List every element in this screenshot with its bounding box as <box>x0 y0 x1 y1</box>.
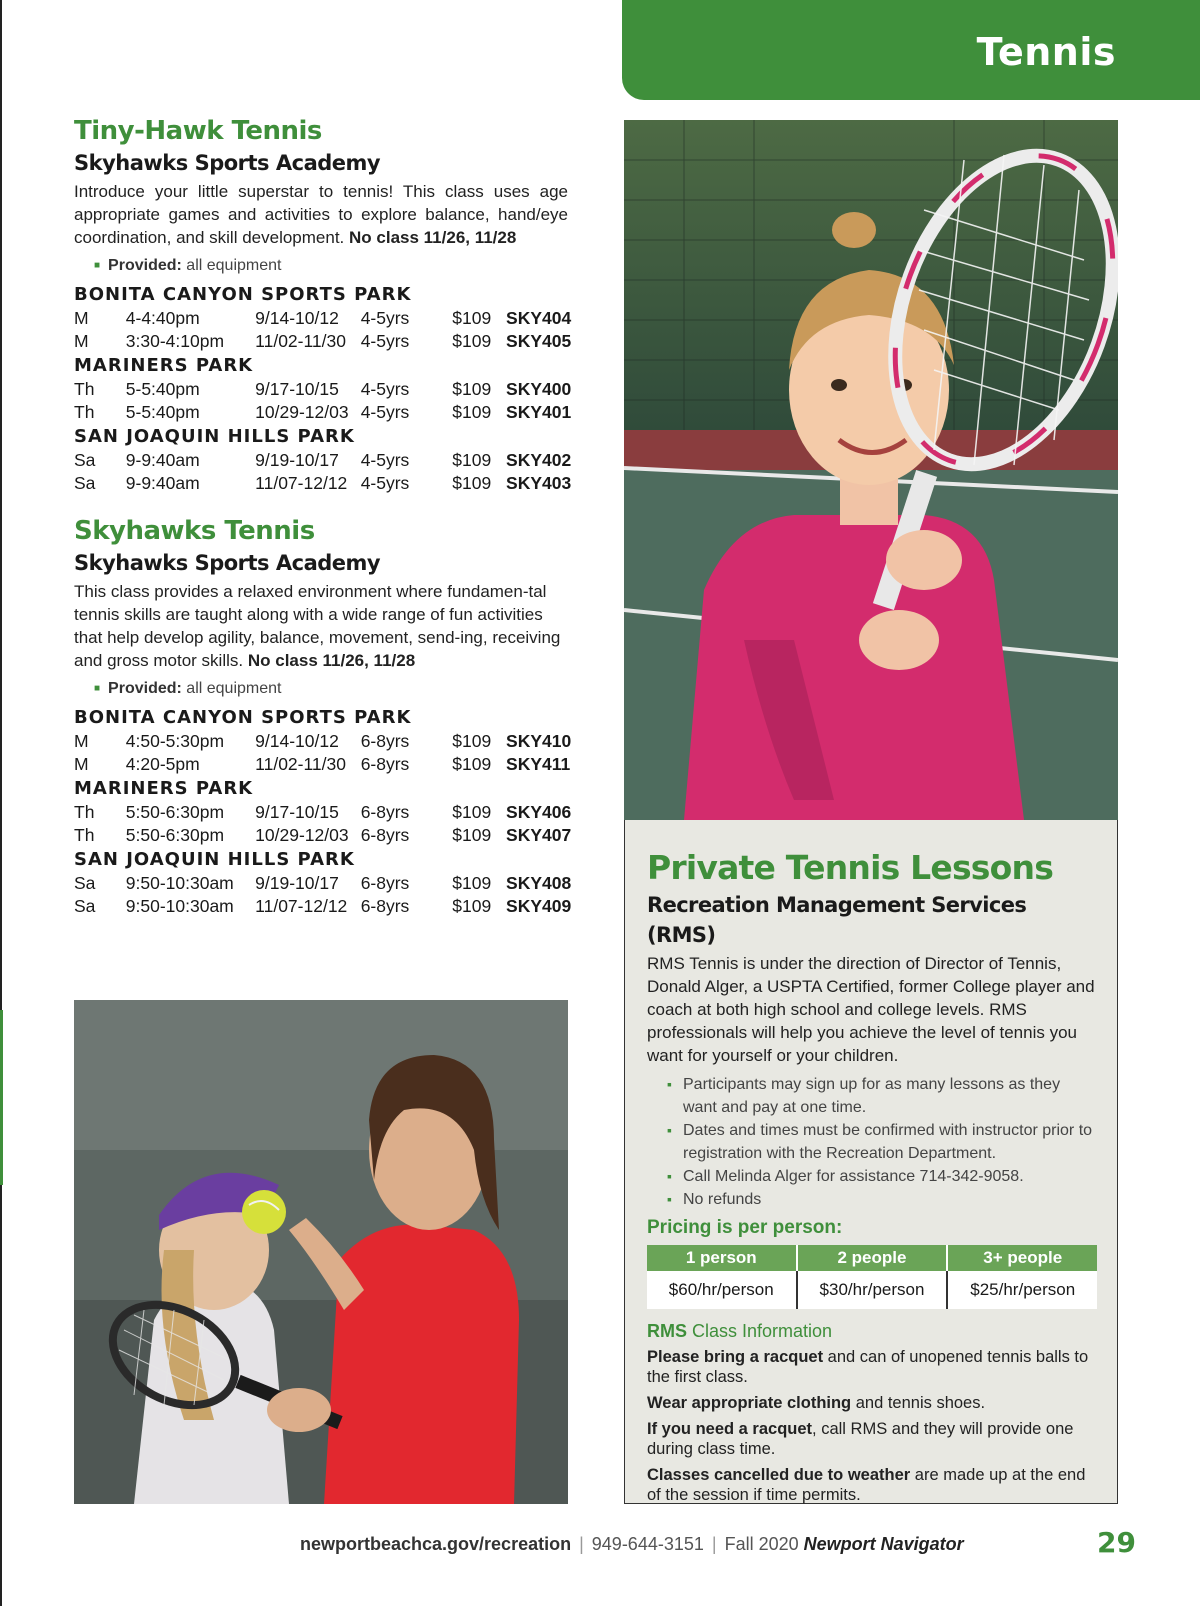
provided-line: ■ Provided: all equipment <box>94 680 282 697</box>
class-provider: Skyhawks Sports Academy <box>74 151 381 175</box>
bullet-icon: ■ <box>94 260 101 271</box>
photo-girl-with-racquet <box>624 120 1118 820</box>
course-code: SKY411 <box>506 753 571 774</box>
provided-line: ■ Provided: all equipment <box>94 257 282 274</box>
private-lessons-box <box>624 820 1118 1504</box>
class-section-skyhawks <box>74 514 572 917</box>
footer-divider: | <box>711 1534 717 1554</box>
table-cell: $60/hr/person <box>647 1271 797 1309</box>
class-title: Tiny-Hawk Tennis <box>74 116 322 146</box>
schedule-row: Sa 9:50-10:30am 9/19-10/17 6-8yrs $109 SKY408 <box>74 873 572 893</box>
bullet-icon: ■ <box>94 683 101 694</box>
class-info-item: If you need a racquet, call RMS and they will provide one during class time. <box>647 1420 1074 1458</box>
list-item: ▪ Participants may sign up for as many lessons as they want and pay at one time. <box>669 1073 1095 1119</box>
rms-subtitle: Recreation Management Services (RMS) <box>647 893 1027 947</box>
photo-illustration <box>74 1000 568 1504</box>
park-name: MARINERS PARK <box>74 778 254 799</box>
list-item: ▪ No refunds <box>669 1188 1095 1211</box>
season: Fall 2020 <box>724 1534 799 1554</box>
schedule-row: M 4:20-5pm 11/02-11/30 6-8yrs $109 SKY411 <box>74 753 571 774</box>
class-section-tiny-hawk <box>74 114 572 494</box>
table-header: 3+ people <box>947 1245 1097 1271</box>
course-code: SKY407 <box>506 824 572 845</box>
class-info-item: Wear appropriate clothing and tennis shoes. <box>647 1394 986 1412</box>
class-info-item: Classes cancelled due to weather are made up at the end of the session if time permits. <box>647 1466 1086 1504</box>
class-provider: Skyhawks Sports Academy <box>74 551 381 575</box>
course-code: SKY406 <box>506 802 572 822</box>
course-code: SKY405 <box>506 330 572 351</box>
page-left-rule <box>0 0 2 1606</box>
schedule-row: M 3:30-4:10pm 11/02-11/30 4-5yrs $109 SKY405 <box>74 330 572 351</box>
class-description: This class provides a relaxed environment where fundamen-tal tennis skills are taught along with a wide range of fun activities that help develop agility, balance, movement, send-ing, receiving and gross motor skills. No class 11/26, 11/28 <box>74 582 561 670</box>
park-name: BONITA CANYON SPORTS PARK <box>74 284 412 305</box>
schedule-row: Th 5-5:40pm 9/17-10/15 4-5yrs $109 SKY400 <box>74 379 572 399</box>
website-link[interactable]: newportbeachca.gov/recreation <box>300 1534 572 1554</box>
rms-title: Private Tennis Lessons <box>647 848 1054 887</box>
class-info-item: Please bring a racquet and can of unopened tennis balls to the first class. <box>647 1348 1089 1386</box>
course-code: SKY404 <box>506 308 572 328</box>
schedule-row: Th 5-5:40pm 10/29-12/03 4-5yrs $109 SKY401 <box>74 401 572 422</box>
schedule-row: M 4:50-5:30pm 9/14-10/12 6-8yrs $109 SKY410 <box>74 731 572 751</box>
course-code: SKY410 <box>506 731 572 751</box>
pricing-table <box>647 1245 1097 1309</box>
schedule-row: Sa 9-9:40am 11/07-12/12 4-5yrs $109 SKY403 <box>74 472 572 493</box>
course-code: SKY403 <box>506 472 572 493</box>
footer-divider: | <box>579 1534 584 1554</box>
class-listings <box>74 114 572 917</box>
phone-number: 949-644-3151 <box>591 1534 704 1554</box>
schedule-row: Th 5:50-6:30pm 10/29-12/03 6-8yrs $109 SKY407 <box>74 824 572 845</box>
park-name: MARINERS PARK <box>74 355 254 376</box>
park-name: SAN JOAQUIN HILLS PARK <box>74 426 355 447</box>
no-class-note: No class 11/26, 11/28 <box>247 651 416 670</box>
section-header-tab <box>622 0 1200 100</box>
schedule-row: Sa 9:50-10:30am 11/07-12/12 6-8yrs $109 SKY409 <box>74 895 572 916</box>
list-item: ▪ Call Melinda Alger for assistance 714-342-9058. <box>669 1165 1095 1188</box>
park-name: SAN JOAQUIN HILLS PARK <box>74 849 355 870</box>
park-name: BONITA CANYON SPORTS PARK <box>74 707 412 728</box>
table-header: 2 people <box>797 1245 948 1271</box>
rms-bullet-list <box>669 1073 1095 1211</box>
class-description: Introduce your little superstar to tennis! This class uses age appropriate games and activities to explore balance, hand/eye coordination, and skill development. No class 11/26, 11/28 <box>74 182 568 247</box>
section-title: Tennis <box>976 30 1116 74</box>
page-number: 29 <box>1097 1526 1136 1559</box>
rms-description: RMS Tennis is under the direction of Director of Tennis, Donald Alger, a USPTA Certified, former College player and coach at both high school and college levels. RMS professionals will help you achieve the level of tennis you want for yourself or your children. <box>647 954 1095 1065</box>
page-footer <box>300 1534 1130 1555</box>
pricing-title: Pricing is per person: <box>647 1217 843 1238</box>
list-item: ▪ Dates and times must be confirmed with instructor prior to registration with the Recreation Department. <box>669 1119 1095 1165</box>
table-row <box>647 1271 1097 1309</box>
course-code: SKY402 <box>506 450 572 470</box>
schedule-row: Th 5:50-6:30pm 9/17-10/15 6-8yrs $109 SKY406 <box>74 802 572 822</box>
table-cell: $30/hr/person <box>797 1271 948 1309</box>
no-class-note: No class 11/26, 11/28 <box>349 228 517 247</box>
photo-boy-serving <box>74 1000 568 1504</box>
table-header-row <box>647 1245 1097 1271</box>
schedule-row: M 4-4:40pm 9/14-10/12 4-5yrs $109 SKY404 <box>74 308 572 328</box>
table-cell: $25/hr/person <box>947 1271 1097 1309</box>
class-title: Skyhawks Tennis <box>74 516 315 546</box>
course-code: SKY401 <box>506 401 572 422</box>
course-code: SKY408 <box>506 873 572 893</box>
magazine-name: Newport Navigator <box>803 1534 964 1554</box>
course-code: SKY400 <box>506 379 572 399</box>
schedule-row: Sa 9-9:40am 9/19-10/17 4-5yrs $109 SKY402 <box>74 450 572 470</box>
photo-illustration <box>624 120 1118 820</box>
class-info-title: RMS Class Information <box>647 1321 833 1341</box>
table-header: 1 person <box>647 1245 797 1271</box>
page-left-accent <box>0 1010 3 1185</box>
course-code: SKY409 <box>506 895 572 916</box>
